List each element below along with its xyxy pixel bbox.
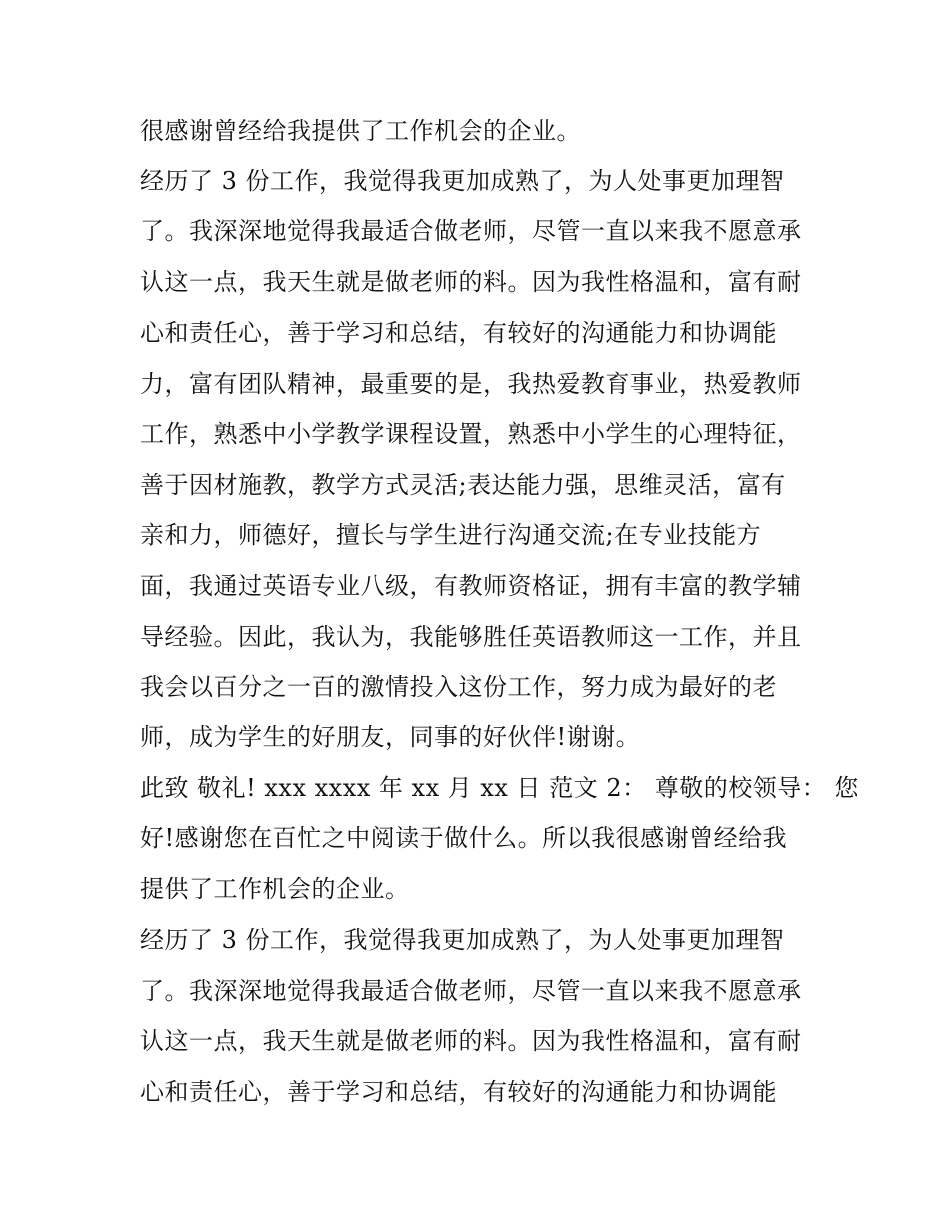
text-line: 很感谢曾经给我提供了工作机会的企业。 [140,117,581,145]
text-line: 经历了 3 份工作，我觉得我更加成熟了，为人处事更加理智 [140,167,785,195]
text-line: 了。我深深地觉得我最适合做老师，尽管一直以来我不愿意承 [140,217,802,245]
text-line: 善于因材施教，教学方式灵活;表达能力强，思维灵活，富有 [140,471,786,499]
text-line: 认这一点，我天生就是做老师的料。因为我性格温和，富有耐 [140,268,802,296]
text-line: 经历了 3 份工作，我觉得我更加成熟了，为人处事更加理智 [140,926,785,954]
text-line: 心和责任心，善于学习和总结，有较好的沟通能力和协调能 [140,1078,777,1106]
text-line: 心和责任心，善于学习和总结，有较好的沟通能力和协调能 [140,319,777,347]
text-line: 我会以百分之一百的激情投入这份工作，努力成为最好的老 [140,673,777,701]
text-line: 力，富有团队精神，最重要的是，我热爱教育事业，热爱教师 [140,370,802,398]
text-line: 导经验。因此，我认为，我能够胜任英语教师这一工作，并且 [140,623,802,651]
text-line: 好!感谢您在百忙之中阅读于做什么。所以我很感谢曾经给我 [140,824,788,852]
text-line: 工作，熟悉中小学教学课程设置，熟悉中小学生的心理特征， [140,420,802,448]
text-line: 亲和力，师德好，擅长与学生进行沟通交流;在专业技能方 [140,521,762,549]
text-line: 了。我深深地觉得我最适合做老师，尽管一直以来我不愿意承 [140,977,802,1005]
text-line: 提供了工作机会的企业。 [140,875,410,903]
text-line: 师，成为学生的好朋友，同事的好伙伴!谢谢。 [140,723,641,751]
text-line: 面，我通过英语专业八级，有教师资格证，拥有丰富的教学辅 [140,572,802,600]
text-line: 认这一点，我天生就是做老师的料。因为我性格温和，富有耐 [140,1027,802,1055]
text-line: 此致 敬礼! xxx xxxx 年 xx 月 xx 日 范文 2： 尊敬的校领导： 您 [140,774,859,802]
